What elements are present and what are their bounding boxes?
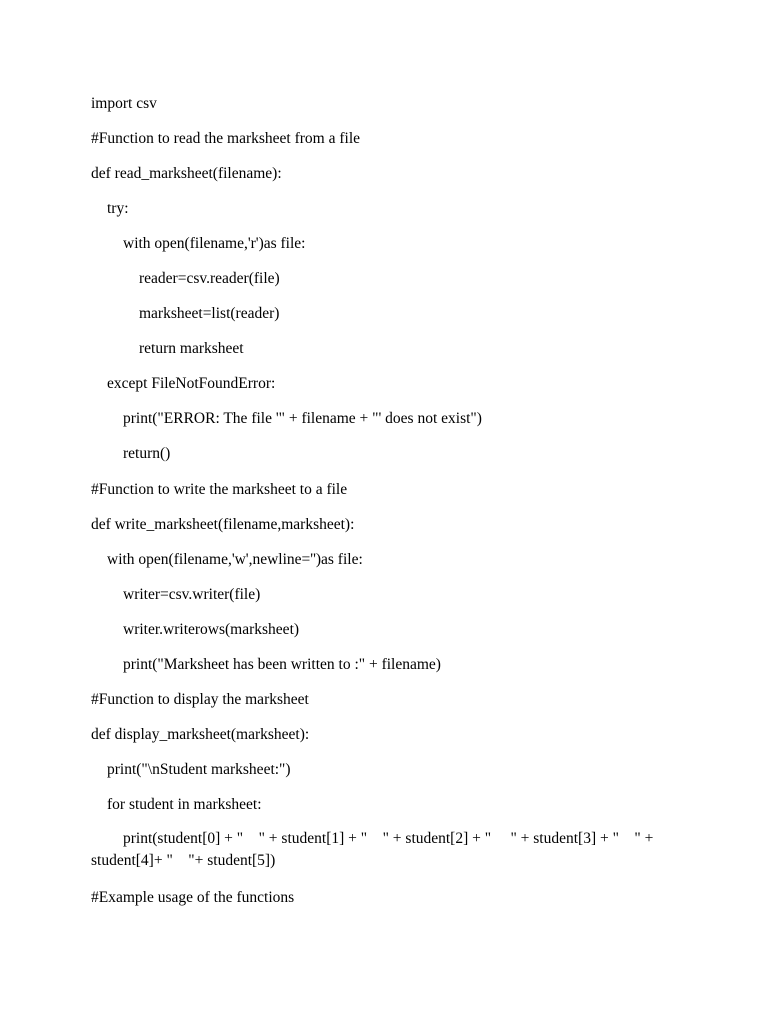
code-line-22: print(student[0] + " " + student[1] + " " + student[2] + " " + student[3] + " " + student[4]+ " "+ student[5]) (91, 830, 658, 869)
code-line-23: #Example usage of the functions (91, 889, 295, 906)
code-line-6: reader=csv.reader(file) (139, 270, 280, 287)
code-line-12: #Function to write the marksheet to a file (91, 481, 348, 498)
code-line-19: def display_marksheet(marksheet): (91, 726, 310, 743)
code-line-3: def read_marksheet(filename): (91, 165, 282, 182)
code-line-16: writer.writerows(marksheet) (123, 621, 300, 638)
code-line-21: for student in marksheet: (107, 796, 262, 813)
code-line-11: return() (123, 445, 171, 462)
code-line-10: print("ERROR: The file '" + filename + "' does not exist") (123, 410, 482, 427)
code-line-20: print("\nStudent marksheet:") (107, 761, 291, 778)
code-line-2: #Function to read the marksheet from a file (91, 130, 361, 147)
code-line-5: with open(filename,'r')as file: (123, 235, 306, 252)
code-line-14: with open(filename,'w',newline='')as file: (107, 551, 363, 568)
code-line-1: import csv (91, 95, 157, 112)
code-line-13: def write_marksheet(filename,marksheet): (91, 516, 355, 533)
code-line-17: print("Marksheet has been written to :" + filename) (123, 656, 441, 673)
code-line-4: try: (107, 200, 129, 217)
code-line-7: marksheet=list(reader) (139, 305, 280, 322)
code-line-15: writer=csv.writer(file) (123, 586, 261, 603)
code-line-9: except FileNotFoundError: (107, 375, 276, 392)
code-line-18: #Function to display the marksheet (91, 691, 309, 708)
code-line-8: return marksheet (139, 340, 244, 357)
